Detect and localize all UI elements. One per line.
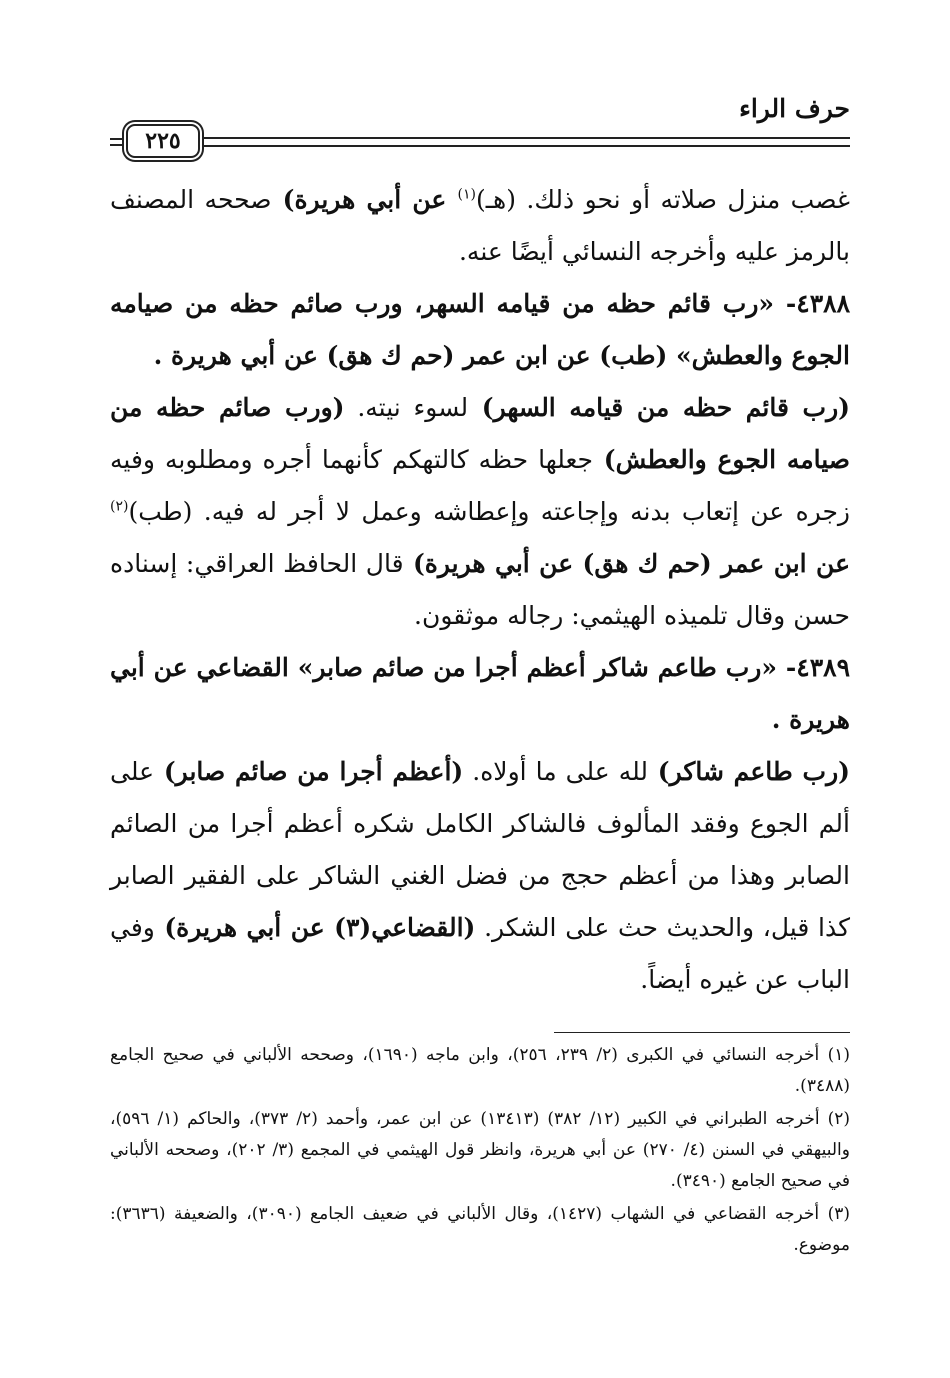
hadith-entry-4389: ٤٣٨٩- «رب طاعم شاكر أعظم أجرا من صائم صابر» القضاعي عن أبي هريرة . <box>110 653 850 734</box>
footnote-1: (١) أخرجه النسائي في الكبرى (٢/ ٢٣٩، ٢٥٦)، وابن ماجه (١٦٩٠)، وصححه الألباني في صحيح الجامع (٣٤٨٨). <box>110 1045 851 1096</box>
commentary-4389 <box>110 746 850 1006</box>
paragraph-continuation <box>110 174 850 278</box>
text-span-bold: (القضاعي(٣) عن أبي هريرة) <box>154 913 476 942</box>
footnote-separator <box>554 1032 850 1033</box>
text-span: على ألم الجوع وفقد المألوف فالشاكر الكامل شكره أعظم أجرا من الصائم الصابر وهذا من أعظم حجج من فضل الغني الشاكر على الفقير الصابر كذا قيل، والحديث حث على الشكر. <box>110 757 850 942</box>
text-span: جعلها حظه كالتهكم كأنهما أجره ومطلوبه وفيه زجره عن إتعاب بدنه وإجاعته وإعطاشه وعمل لا أجر له فيه. (طب) <box>110 445 850 526</box>
text-span-bold: عن أبي هريرة) <box>271 185 458 214</box>
page-number: ٢٢٥ <box>126 124 200 158</box>
footnote-marker: (١) <box>457 186 476 203</box>
main-text <box>110 174 850 1006</box>
header-rule <box>110 130 850 152</box>
rule-tip <box>110 138 124 146</box>
footnotes <box>110 1040 850 1263</box>
commentary-4388 <box>110 382 850 642</box>
chapter-title: حرف الراء <box>739 94 850 123</box>
double-rule <box>198 137 850 147</box>
text-span: صححه المصنف بالرمز عليه وأخرجه النسائي أيضًا عنه. <box>110 185 850 266</box>
hadith-entry-4388: ٤٣٨٨- «رب قائم حظه من قيامه السهر، ورب صائم حظه من صيامه الجوع والعطش» (طب) عن ابن عمر (حم ك هق) عن أبي هريرة . <box>110 289 850 370</box>
text-span-bold: (رب طاعم شاكر) <box>648 757 850 786</box>
footnote-3: (٣) أخرجه القضاعي في الشهاب (١٤٢٧)، وقال الألباني في ضعيف الجامع (٣٠٩٠)، والضعيفة (٣٦٣٦): موضوع. <box>110 1204 850 1255</box>
text-span: لله على ما أولاه. <box>463 757 649 786</box>
text-span-bold: (أعظم أجرا من صائم صابر) <box>154 757 464 786</box>
text-span-bold: (رب قائم حظه من قيامه السهر) <box>468 393 850 422</box>
text-span-bold: (ورب صائم حظه من صيامه الجوع والعطش) <box>110 393 851 474</box>
text-span: وفي الباب عن غيره أيضاً. <box>110 913 850 994</box>
book-page <box>110 88 851 1255</box>
running-header <box>110 88 850 154</box>
text-span-bold: عن ابن عمر (حم ك هق) عن أبي هريرة) <box>403 549 850 578</box>
text-span: لسوء نيته. <box>344 393 469 422</box>
text-span: قال الحافظ العراقي: إسناده حسن وقال تلميذه الهيثمي: رجاله موثقون. <box>110 549 850 630</box>
footnote-marker: (٢) <box>110 498 129 515</box>
footnote-2: (٢) أخرجه الطبراني في الكبير (١٢/ ٣٨٢) (١٣٤١٣) عن ابن عمر، وأحمد (٢/ ٣٧٣)، والحاكم (١/ ٥٩٦)، والبيهقي في السنن (٤/ ٢٧٠) عن أبي هريرة، وانظر قول الهيثمي في المجمع (٣/ ٢٠٢)، وصححه الألباني في صحيح الجامع (٣٤٩٠). <box>110 1109 851 1191</box>
text-span: غصب منزل صلاته أو نحو ذلك. (هـ) <box>475 185 850 214</box>
